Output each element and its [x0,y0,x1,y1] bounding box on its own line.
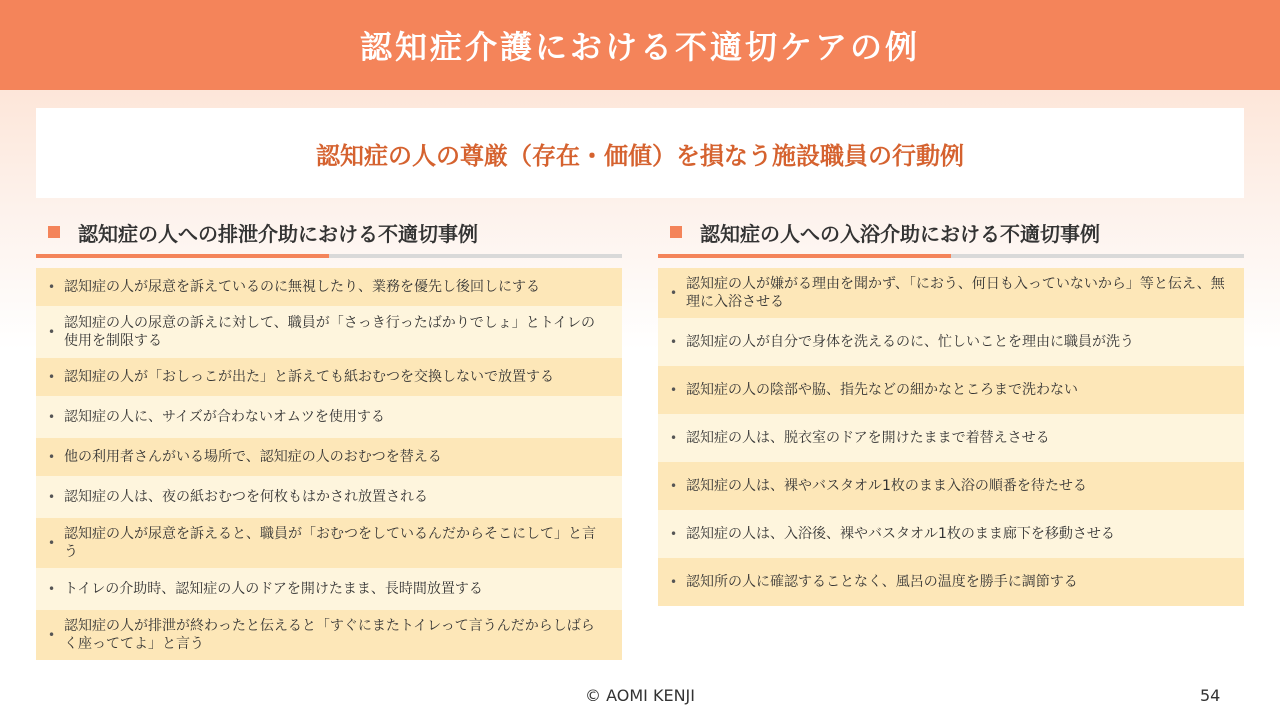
title-bar [0,0,1280,90]
subtitle: 認知症の人の尊厳（存在・価値）を損なう施設職員の行動例 [316,141,964,170]
list-item: • 他の利用者さんがいる場所で、認知症の人のおむつを替える [36,438,622,476]
page-number: 54 [1200,686,1221,705]
right-column-heading [658,214,1244,250]
square-bullet-icon [48,226,60,238]
list-item: • 認知症の人が嫌がる理由を聞かず、「におう、何日も入っていないから」等と伝え、無理に入浴させる [658,268,1244,318]
right-list [658,268,1244,606]
bullet-icon: • [48,370,56,384]
bullet-icon: • [48,325,56,339]
bullet-icon: • [670,431,678,445]
bullet-icon: • [670,286,678,300]
list-item: • 認知所の人に確認することなく、風呂の温度を勝手に調節する [658,558,1244,606]
left-column-heading [36,214,622,250]
page-title: 認知症介護における不適切ケアの例 [359,28,920,66]
list-item: • 認知症の人は、裸やバスタオル1枚のまま入浴の順番を待たせる [658,462,1244,510]
bullet-icon: • [48,536,56,550]
left-list [36,268,622,660]
subtitle-box [36,108,1244,198]
left-heading-text: 認知症の人への排泄介助における不適切事例 [78,221,478,246]
right-heading-rule [658,254,1244,258]
bullet-icon: • [670,527,678,541]
list-item: • 認知症の人は、入浴後、裸やバスタオル1枚のまま廊下を移動させる [658,510,1244,558]
bullet-icon: • [48,628,56,642]
list-item: • 認知症の人の尿意の訴えに対して、職員が「さっき行ったばかりでしょ」とトイレの使用を制限する [36,306,622,358]
list-item: • 認知症の人が尿意を訴えているのに無視したり、業務を優先し後回しにする [36,268,622,306]
copyright: © AOMI KENJI [585,686,695,705]
bullet-icon: • [670,575,678,589]
bullet-icon: • [48,582,56,596]
bullet-icon: • [48,490,56,504]
bullet-icon: • [48,280,56,294]
square-bullet-icon [670,226,682,238]
list-item: • 認知症の人は、脱衣室のドアを開けたままで着替えさせる [658,414,1244,462]
bullet-icon: • [670,335,678,349]
list-item: • 認知症の人の陰部や脇、指先などの細かなところまで洗わない [658,366,1244,414]
list-item: • 認知症の人に、サイズが合わないオムツを使用する [36,396,622,438]
bullet-icon: • [48,450,56,464]
bullet-icon: • [48,410,56,424]
right-column [658,214,1244,606]
list-item: • トイレの介助時、認知症の人のドアを開けたまま、長時間放置する [36,568,622,610]
list-item: • 認知症の人が「おしっこが出た」と訴えても紙おむつを交換しないで放置する [36,358,622,396]
list-item: • 認知症の人は、夜の紙おむつを何枚もはかされ放置される [36,476,622,518]
list-item: • 認知症の人が排泄が終わったと伝えると「すぐにまたトイレって言うんだからしばらく座っててよ」と言う [36,610,622,660]
bullet-icon: • [670,383,678,397]
left-column [36,214,622,660]
right-heading-text: 認知症の人への入浴介助における不適切事例 [700,221,1100,246]
bullet-icon: • [670,479,678,493]
list-item: • 認知症の人が尿意を訴えると、職員が「おむつをしているんだからそこにして」と言う [36,518,622,568]
left-heading-rule [36,254,622,258]
list-item: • 認知症の人が自分で身体を洗えるのに、忙しいことを理由に職員が洗う [658,318,1244,366]
